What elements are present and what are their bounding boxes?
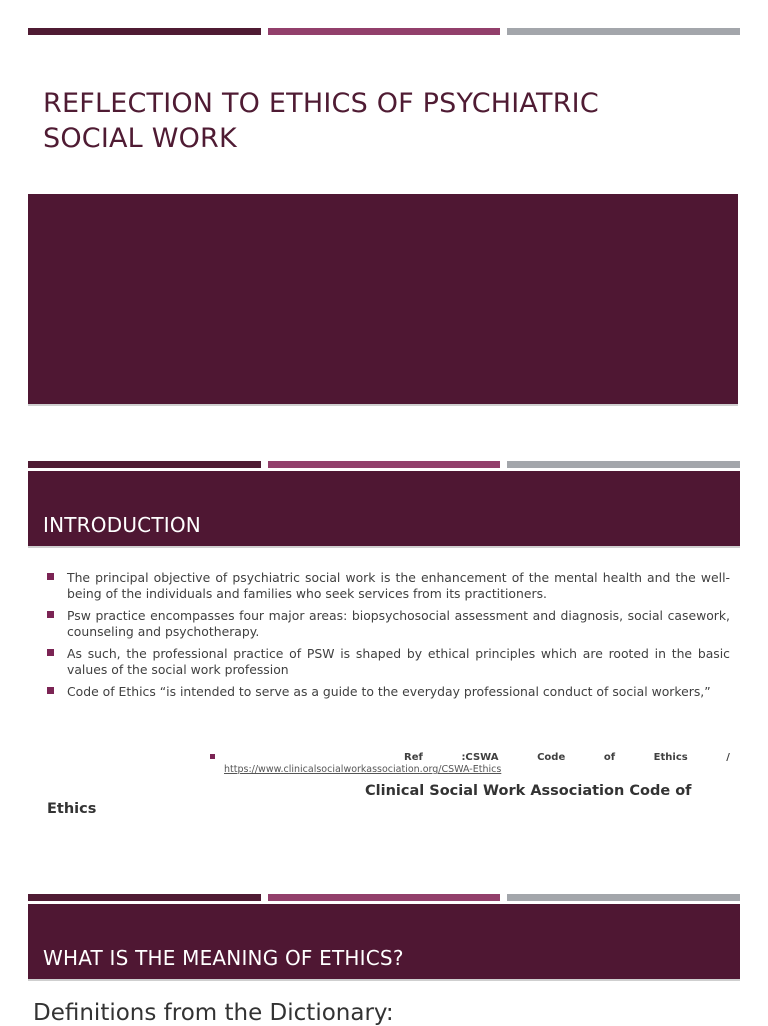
bullet-square-icon (47, 649, 54, 656)
reference-link[interactable]: https://www.clinicalsocialworkassociation.org/CSWA-Ethics (224, 764, 502, 775)
accent-bars (28, 461, 740, 468)
reference-title-continued: Ethics (47, 801, 97, 817)
accent-bar-dark (28, 28, 261, 35)
accent-bar-gray (507, 894, 740, 901)
list-item: Code of Ethics “is intended to serve as a guide to the everyday professional conduct of social workers,” (47, 684, 730, 700)
accent-bars (28, 894, 740, 901)
list-item: As such, the professional practice of PSW is shaped by ethical principles which are rooted in the basic values of the social work profession (47, 646, 730, 677)
section-title: WHAT IS THE MEANING OF ETHICS? (43, 946, 404, 970)
hero-block (28, 194, 738, 406)
accent-bar-dark (28, 894, 261, 901)
section-banner (28, 471, 740, 548)
bullet-square-icon (47, 687, 54, 694)
bullet-list (47, 570, 730, 707)
section-banner (28, 904, 740, 981)
section-subtitle: Definitions from the Dictionary: (33, 1000, 394, 1026)
slide-title: REFLECTION TO ETHICS OF PSYCHIATRIC SOCIAL WORK (43, 88, 599, 154)
bullet-square-icon (210, 754, 215, 759)
reference-label: Ref :CSWA Code of Ethics / (404, 752, 730, 763)
accent-bar-gray (507, 461, 740, 468)
accent-bar-mauve (268, 28, 500, 35)
list-item: Psw practice encompasses four major areas: biopsychosocial assessment and diagnosis, social casework, counseling and psychotherapy. (47, 608, 730, 639)
accent-bars (28, 28, 740, 35)
accent-bar-dark (28, 461, 261, 468)
accent-bar-mauve (268, 894, 500, 901)
accent-bar-gray (507, 28, 740, 35)
bullet-square-icon (47, 573, 54, 580)
section-title: INTRODUCTION (43, 513, 201, 537)
list-item: The principal objective of psychiatric social work is the enhancement of the mental health and the well-being of the individuals and families who seek services from its practitioners. (47, 570, 730, 601)
accent-bar-mauve (268, 461, 500, 468)
reference-title: Clinical Social Work Association Code of (365, 783, 692, 799)
bullet-square-icon (47, 611, 54, 618)
